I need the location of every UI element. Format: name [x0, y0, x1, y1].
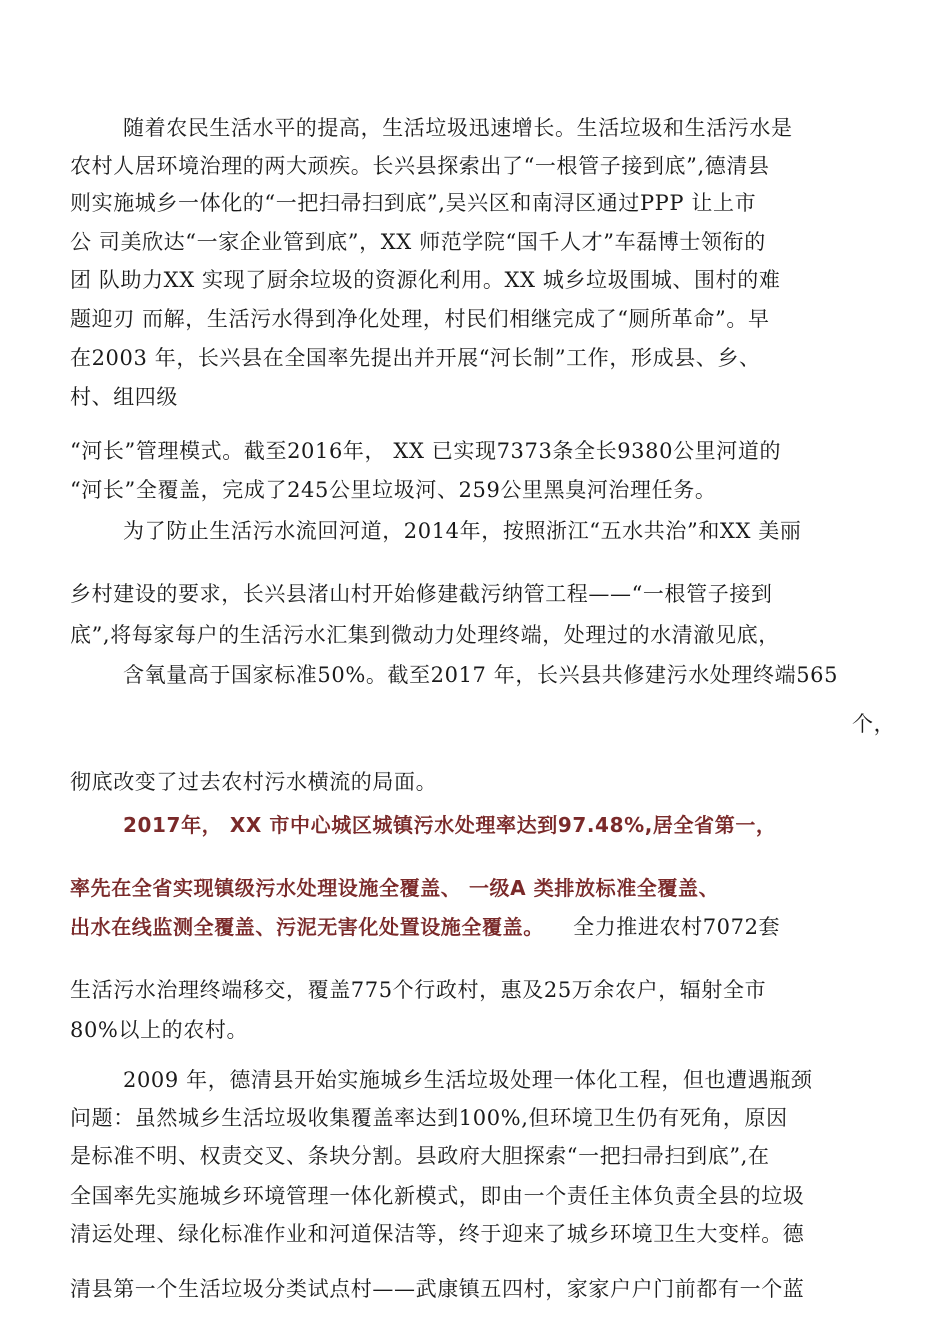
highlight-line: 2017年， XX 市中心城区城镇污水处理率达到97.48%,居全省第一， — [123, 813, 777, 837]
text-line: 含氧量高于国家标准50%。截至2017 年，长兴县共修建污水处理终端565 — [123, 663, 839, 687]
text-line: 随着农民生活水平的提高，生活垃圾迅速增长。生活垃圾和生活污水是 — [123, 116, 793, 140]
text-line: 80%以上的农村。 — [70, 1018, 249, 1042]
text-segment: 全力推进农村7072套 — [573, 915, 781, 939]
text-line: 村、组四级 — [70, 385, 178, 409]
text-line: 2009 年，德清县开始实施城乡生活垃圾处理一体化工程，但也遭遇瓶颈 — [123, 1068, 813, 1092]
text-line: 个， — [852, 712, 896, 736]
text-line: 题迎刃 而解，生活污水得到净化处理，村民们相继完成了“厕所革命”。早 — [70, 307, 770, 331]
text-line: 问题：虽然城乡生活垃圾收集覆盖率达到100%,但环境卫生仍有死角，原因 — [70, 1106, 788, 1130]
text-line: 全国率先实施城乡环境管理一体化新模式，即由一个责任主体负责全县的垃圾 — [70, 1184, 805, 1208]
text-line: 为了防止生活污水流回河道，2014年，按照浙江“五水共治”和XX 美丽 — [123, 519, 802, 543]
text-line: “河长”全覆盖，完成了245公里垃圾河、259公里黑臭河治理任务。 — [70, 478, 717, 502]
text-line: 清运处理、绿化标准作业和河道保洁等，终于迎来了城乡环境卫生大变样。德 — [70, 1222, 805, 1246]
text-line: 底”,将每家每户的生活污水汇集到微动力处理终端，处理过的水清澈见底， — [70, 623, 780, 647]
text-line: 农村人居环境治理的两大顽疾。长兴县探索出了“一根管子接到底”,德清县 — [70, 154, 770, 178]
text-line: 在2003 年，长兴县在全国率先提出并开展“河长制”工作，形成县、乡、 — [70, 346, 761, 370]
text-line: 乡村建设的要求，长兴县渚山村开始修建截污纳管工程——“一根管子接到 — [70, 582, 773, 606]
highlight-line: 率先在全省实现镇级污水处理设施全覆盖、 一级A 类排放标准全覆盖、 — [70, 876, 720, 900]
text-line: 生活污水治理终端移交，覆盖775个行政村，惠及25万余农户，辐射全市 — [70, 978, 767, 1002]
text-line: 则实施城乡一体化的“一把扫帚扫到底”,吴兴区和南浔区通过PPP 让上市 — [70, 191, 757, 215]
text-line: 清县第一个生活垃圾分类试点村——武康镇五四村，家家户户门前都有一个蓝 — [70, 1277, 805, 1301]
highlight-text: 出水在线监测全覆盖、污泥无害化处置设施全覆盖。 — [70, 915, 544, 939]
mixed-line — [70, 913, 780, 941]
text-line: 团 队助力XX 实现了厨余垃圾的资源化利用。XX 城乡垃圾围城、围村的难 — [70, 268, 781, 292]
text-line: 是标准不明、权责交叉、条块分割。县政府大胆探索“一把扫帚扫到底”,在 — [70, 1144, 770, 1168]
text-line: 公 司美欣达“一家企业管到底”，XX 师范学院“国千人才”车磊博士领衔的 — [70, 230, 766, 254]
text-line: “河长”管理模式。截至2016年， XX 已实现7373条全长9380公里河道的 — [70, 439, 782, 463]
text-line: 彻底改变了过去农村污水横流的局面。 — [70, 770, 438, 794]
